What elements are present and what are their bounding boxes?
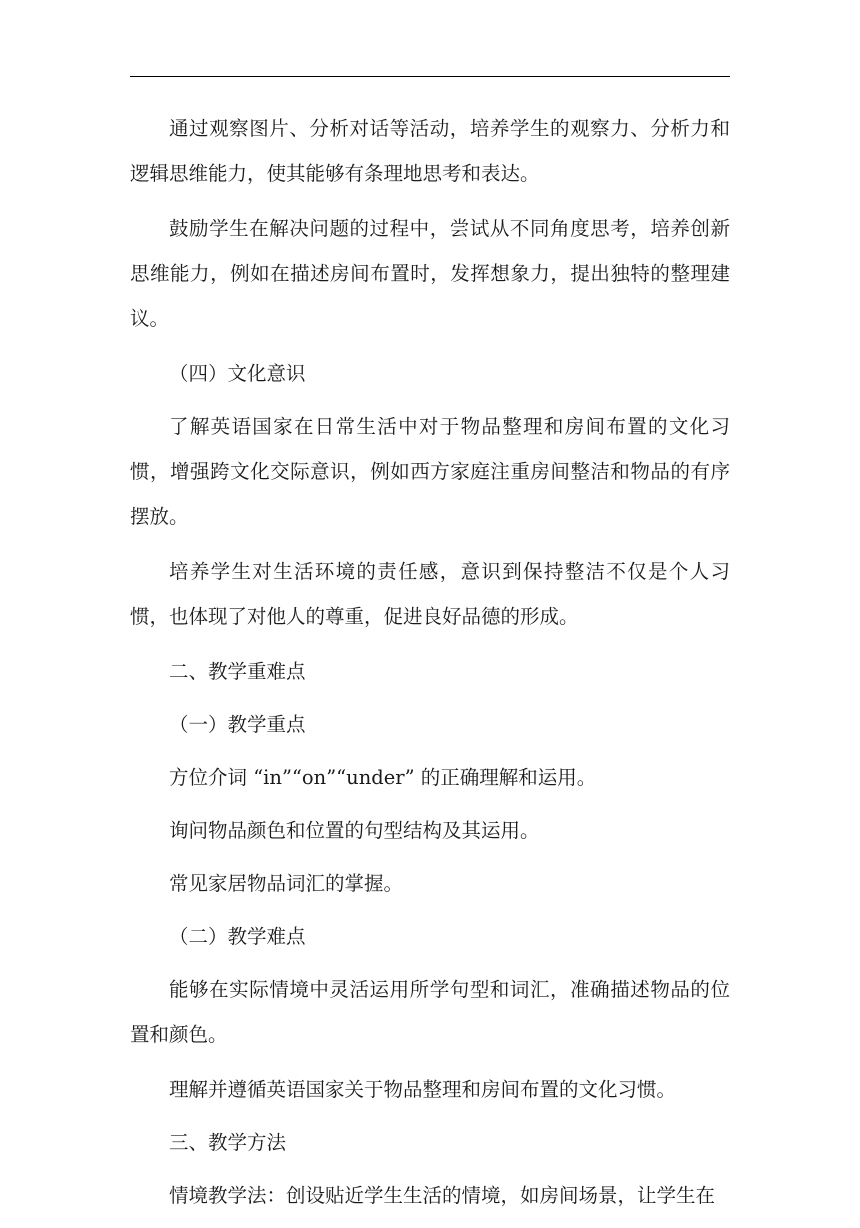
heading-teaching-focus: （一）教学重点 — [169, 713, 306, 736]
paragraph-flexible-use: 能够在实际情境中灵活运用所学句型和词汇，准确描述物品的位置和颜色。 — [130, 978, 730, 1046]
header-rule — [130, 76, 730, 77]
paragraph-cultural-customs: 理解并遵循英语国家关于物品整理和房间布置的文化习惯。 — [169, 1078, 677, 1101]
heading-teaching-difficulty: （二）教学难点 — [169, 925, 306, 948]
heading-teaching-methods: 三、教学方法 — [169, 1131, 287, 1154]
paragraph-cultural-habits: 了解英语国家在日常生活中对于物品整理和房间布置的文化习惯，增强跨文化交际意识，例如西方家庭注重房间整洁和物品的有序摆放。 — [130, 415, 730, 528]
heading-key-difficult-points: 二、教学重难点 — [169, 660, 306, 683]
paragraph-innovative-thinking: 鼓励学生在解决问题的过程中，尝试从不同角度思考，培养创新思维能力，例如在描述房间布置时，发挥想象力，提出独特的整理建议。 — [130, 217, 730, 330]
heading-cultural-awareness: （四）文化意识 — [169, 362, 306, 385]
paragraph-vocabulary: 常见家居物品词汇的掌握。 — [169, 872, 404, 895]
paragraph-responsibility: 培养学生对生活环境的责任感，意识到保持整洁不仅是个人习惯，也体现了对他人的尊重，促进良好品德的形成。 — [130, 560, 730, 628]
paragraph-thinking-skills: 通过观察图片、分析对话等活动，培养学生的观察力、分析力和逻辑思维能力，使其能够有条理地思考和表达。 — [130, 117, 730, 185]
paragraph-sentence-patterns: 询问物品颜色和位置的句型结构及其运用。 — [169, 819, 540, 842]
paragraph-prepositions: 方位介词 “in”“on”“under” 的正确理解和运用。 — [169, 766, 597, 789]
document-body — [130, 106, 730, 1228]
paragraph-situational-teaching: 情境教学法：创设贴近学生生活的情境，如房间场景，让学生在 — [169, 1184, 716, 1207]
